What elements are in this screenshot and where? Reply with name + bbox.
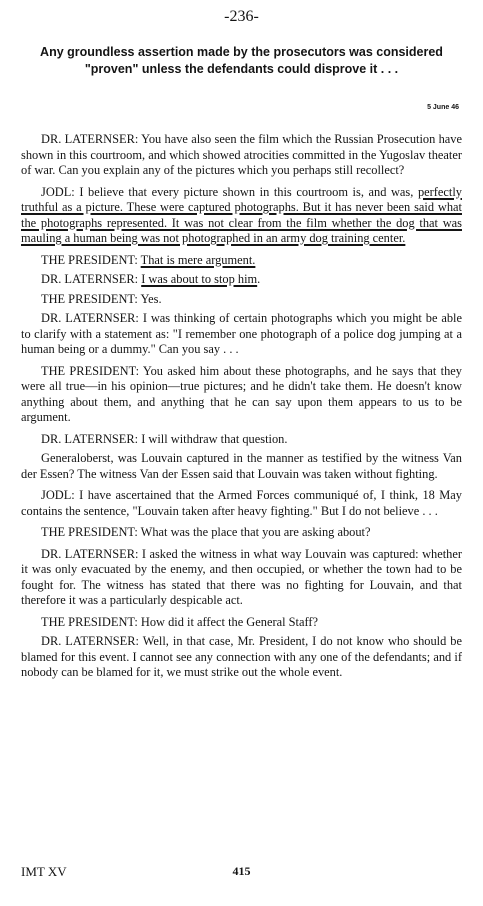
paragraph-text: How did it affect the General Staff? (140, 614, 318, 629)
transcript-paragraph (21, 311, 462, 358)
transcript-paragraph (21, 547, 462, 609)
speaker-label: THE PRESIDENT: (41, 252, 138, 267)
transcript-paragraph (21, 132, 462, 179)
paragraph-text: I asked the witness in what way Louvain was captured: whether it was only evacuated by the enemy, and then occupied, or whether the town had to be fought for. The witness has stated that there was no fighting for Louvain, and that therefore it was a particularly despicable act. (21, 546, 462, 607)
headline: Any groundless assertion made by the prosecutors was considered "proven" unless the defendants could disprove it . . . (40, 45, 443, 76)
transcript-paragraph: DR. LATERNSER: I was about to stop him. (41, 272, 261, 286)
paragraph-text: I will withdraw that question. (141, 431, 288, 446)
speaker-label: DR. LATERNSER: (41, 132, 139, 146)
paragraph-text: Generaloberst, was Louvain captured in the manner as testified by the witness Van der Essen? The witness Van der Essen said that Louvain was taken without fighting. (21, 451, 462, 481)
speaker-label: THE PRESIDENT: (41, 291, 138, 306)
paragraph-text: You asked him about these photographs, and he says that they were all true—in his opinion—true pictures; and he didn't take them. He doesn't know anything about them, and anything that he can say upon them appears to us to be argument. (21, 363, 462, 424)
paragraph-text: I believe that every picture shown in this courtroom is, and was, (79, 184, 414, 199)
underlined-text: I was about to stop him (141, 272, 258, 286)
speaker-label: THE PRESIDENT: (41, 525, 138, 539)
speaker-label: JODL: (41, 488, 75, 502)
transcript-paragraph (21, 488, 462, 519)
transcript-paragraph (21, 634, 462, 681)
transcript-paragraph (21, 185, 462, 247)
paragraph-text: I have ascertained that the Armed Forces communiqué of, I think, 18 May contains the sentence, "Louvain taken after heavy fighting." But I do not believe . . . (21, 488, 462, 518)
transcript-paragraph (21, 253, 462, 269)
speaker-label: DR. LATERNSER: (41, 634, 139, 648)
speaker-label: THE PRESIDENT: (41, 363, 140, 378)
paragraph-text: I was thinking of certain photographs which you might be able to clarify with a statement as: "I remember one photograph of a police dog jumping at a human being or a dummy." Can you say . . . (21, 311, 462, 356)
underlined-text: perfectly truthful as a picture. These were captured photographs. But it has never been said what the photographs represented. It was not clear from the film whether the dog that was mauling a human being was not photographed in an army dog training center. (21, 184, 462, 245)
speaker-label: DR. LATERNSER: (41, 311, 139, 325)
underlined-text: That is mere argument. (140, 252, 256, 267)
transcript-paragraph (21, 451, 462, 482)
speaker-label: DR. LATERNSER: (41, 431, 139, 446)
speaker-label: DR. LATERNSER: (41, 546, 139, 561)
speaker-label: THE PRESIDENT: (41, 614, 138, 629)
footer-page-number: 415 (232, 864, 251, 878)
paragraph-text: What was the place that you are asking about? (140, 525, 371, 539)
paragraph-text: Yes. (140, 291, 162, 306)
date-note: 5 June 46 (427, 104, 459, 111)
speaker-label: JODL: (41, 184, 75, 199)
transcript-paragraph (21, 292, 462, 308)
footer-volume: IMT XV (21, 864, 67, 879)
page-number-top: -236- (224, 8, 259, 25)
transcript-paragraph (21, 525, 462, 541)
transcript-body (21, 132, 462, 687)
speaker-label: DR. LATERNSER: (41, 272, 139, 286)
paragraph-text: Well, in that case, Mr. President, I do not know who should be blamed for this event. I cannot see any connection with any one of the defendants; and if nobody can be blamed for it, we must strike out the whole event. (21, 634, 462, 679)
paragraph-text: You have also seen the film which the Russian Prosecution have shown in this courtroom, and which showed atrocities committed in the Yugoslav theater of war. Can you explain any of the pictures which you perhaps still recollect? (21, 132, 463, 177)
transcript-paragraph (21, 364, 462, 426)
transcript-paragraph (21, 615, 462, 631)
transcript-paragraph (21, 432, 462, 448)
